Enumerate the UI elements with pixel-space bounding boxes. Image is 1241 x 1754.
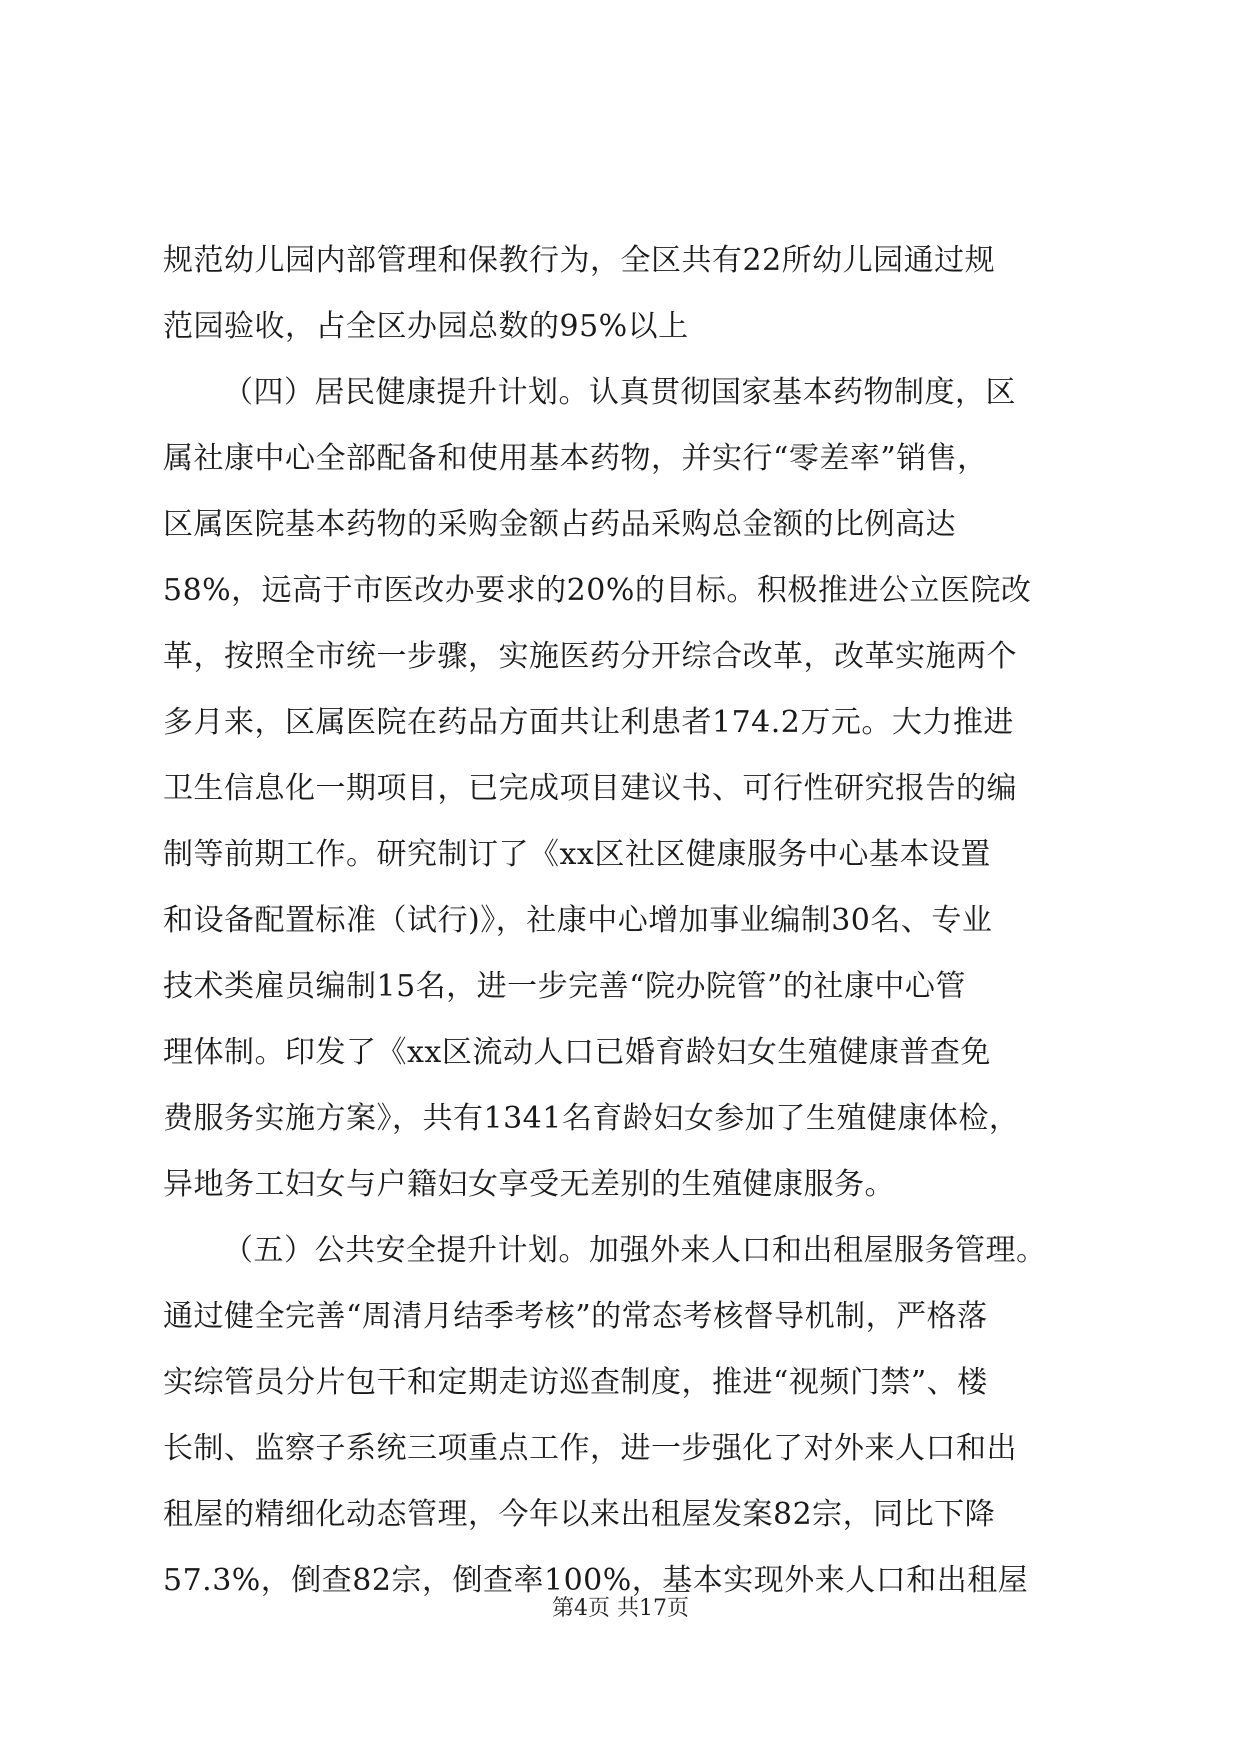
section-heading-line: （五）公共安全提升计划。加强外来人口和出租屋服务管理。	[223, 1233, 1047, 1268]
text-line: 理体制。印发了《xx区流动人口已婚育龄妇女生殖健康普查免	[163, 1035, 991, 1070]
text-line: 58%，远高于市医改办要求的20%的目标。积极推进公立医院改	[163, 573, 1032, 608]
page-footer	[0, 1594, 1241, 1624]
text-line: 范园验收，占全区办园总数的95%以上	[163, 309, 689, 344]
text-line: 革，按照全市统一步骤，实施医药分开综合改革，改革实施两个	[163, 639, 1017, 674]
text-line: 和设备配置标准（试行)》，社康中心增加事业编制30名、专业	[163, 903, 993, 938]
text-line: 异地务工妇女与户籍妇女享受无差别的生殖健康服务。	[163, 1167, 895, 1202]
text-line: 卫生信息化一期项目，已完成项目建议书、可行性研究报告的编	[163, 771, 1017, 806]
text-line: 长制、监察子系统三项重点工作，进一步强化了对外来人口和出	[163, 1431, 1017, 1466]
page-number-label: 第4页 共17页	[552, 1596, 689, 1621]
text-line: 规范幼儿园内部管理和保教行为，全区共有22所幼儿园通过规	[163, 243, 996, 278]
text-line: 实综管员分片包干和定期走访巡查制度，推进“视频门禁”、楼	[163, 1365, 988, 1400]
text-line: 租屋的精细化动态管理，今年以来出租屋发案82宗，同比下降	[163, 1497, 996, 1532]
text-line: 多月来，区属医院在药品方面共让利患者174.2万元。大力推进	[163, 705, 1014, 740]
section-heading-line: （四）居民健康提升计划。认真贯彻国家基本药物制度，区	[223, 375, 1016, 410]
text-line: 技术类雇员编制15名，进一步完善“院办院管”的社康中心管	[163, 969, 966, 1004]
text-line: 属社康中心全部配备和使用基本药物，并实行“零差率”销售，	[163, 441, 988, 476]
text-line: 制等前期工作。研究制订了《xx区社区健康服务中心基本设置	[163, 837, 991, 872]
text-line: 57.3%，倒查82宗，倒查率100%，基本实现外来人口和出租屋	[163, 1563, 1029, 1598]
text-line: 区属医院基本药物的采购金额占药品采购总金额的比例高达	[163, 507, 956, 542]
text-line: 通过健全完善“周清月结季考核”的常态考核督导机制，严格落	[163, 1299, 988, 1334]
text-line: 费服务实施方案》，共有1341名育龄妇女参加了生殖健康体检，	[163, 1101, 1020, 1136]
document-body	[163, 228, 1083, 1614]
